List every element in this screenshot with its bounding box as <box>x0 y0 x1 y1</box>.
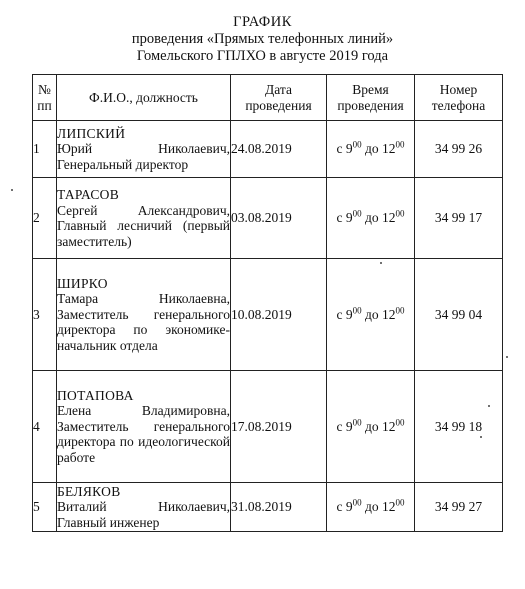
table-row <box>33 371 503 483</box>
row-time: с $9^{00}$ до $12^{00}$ <box>327 121 415 178</box>
scan-speck <box>480 436 482 438</box>
table-row <box>33 121 503 178</box>
header-number: № пп <box>33 75 57 121</box>
row-details: Виталий Николаевич, Главный инженер <box>57 499 230 530</box>
scan-speck <box>506 356 508 358</box>
row-details: Юрий Николаевич, Генеральный директор <box>57 141 230 172</box>
row-time: с $9^{00}$ до $12^{00}$ <box>327 259 415 371</box>
row-surname: ПОТАПОВА <box>57 387 134 403</box>
row-time: с $9^{00}$ до $12^{00}$ <box>327 483 415 532</box>
row-date: 24.08.2019 <box>231 121 327 178</box>
header-time: Время проведения <box>327 75 415 121</box>
header-phone: Номер телефона <box>415 75 503 121</box>
document-title <box>0 14 525 65</box>
schedule-table <box>32 74 503 532</box>
row-number: 2 <box>33 178 57 259</box>
row-name-position <box>57 178 231 259</box>
row-surname: ШИРКО <box>57 275 108 291</box>
row-surname: ТАРАСОВ <box>57 187 120 202</box>
row-date: 03.08.2019 <box>231 178 327 259</box>
row-name-position <box>57 259 231 371</box>
row-surname: ЛИПСКИЙ <box>57 125 126 141</box>
scan-speck <box>488 405 490 407</box>
title-organization-period: Гомельского ГПЛХО в августе 2019 года <box>136 48 389 64</box>
row-phone: 34 99 18 <box>415 371 503 483</box>
table-header-row <box>33 75 503 121</box>
scan-speck <box>380 262 382 264</box>
row-details: Сергей Александрович, Главный лесничий (первый заместитель) <box>57 202 230 249</box>
header-date: Дата проведения <box>231 75 327 121</box>
row-details: Елена Владимировна, Заместитель генерального директора по идеологической работе <box>57 403 230 465</box>
row-number: 3 <box>33 259 57 371</box>
row-name-position <box>57 121 231 178</box>
row-details: Тамара Николаевна, Заместитель генерального директора по экономике-начальник отдела <box>57 291 230 353</box>
row-phone: 34 99 27 <box>415 483 503 532</box>
header-name-position: Ф.И.О., должность <box>57 75 231 121</box>
row-name-position <box>57 483 231 532</box>
row-phone: 34 99 04 <box>415 259 503 371</box>
row-date: 10.08.2019 <box>231 259 327 371</box>
row-time: с $9^{00}$ до $12^{00}$ <box>327 371 415 483</box>
row-date: 17.08.2019 <box>231 371 327 483</box>
row-number: 4 <box>33 371 57 483</box>
row-surname: БЕЛЯКОВ <box>57 483 121 499</box>
row-phone: 34 99 17 <box>415 178 503 259</box>
row-number: 5 <box>33 483 57 532</box>
table-row <box>33 259 503 371</box>
row-time: с $9^{00}$ до $12^{00}$ <box>327 178 415 259</box>
table-row <box>33 178 503 259</box>
table-row <box>33 483 503 532</box>
title-heading: ГРАФИК <box>233 14 292 30</box>
scan-speck <box>11 189 13 191</box>
row-number: 1 <box>33 121 57 178</box>
row-phone: 34 99 26 <box>415 121 503 178</box>
title-subheading: проведения «Прямых телефонных линий» <box>131 31 394 47</box>
row-name-position <box>57 371 231 483</box>
row-date: 31.08.2019 <box>231 483 327 532</box>
